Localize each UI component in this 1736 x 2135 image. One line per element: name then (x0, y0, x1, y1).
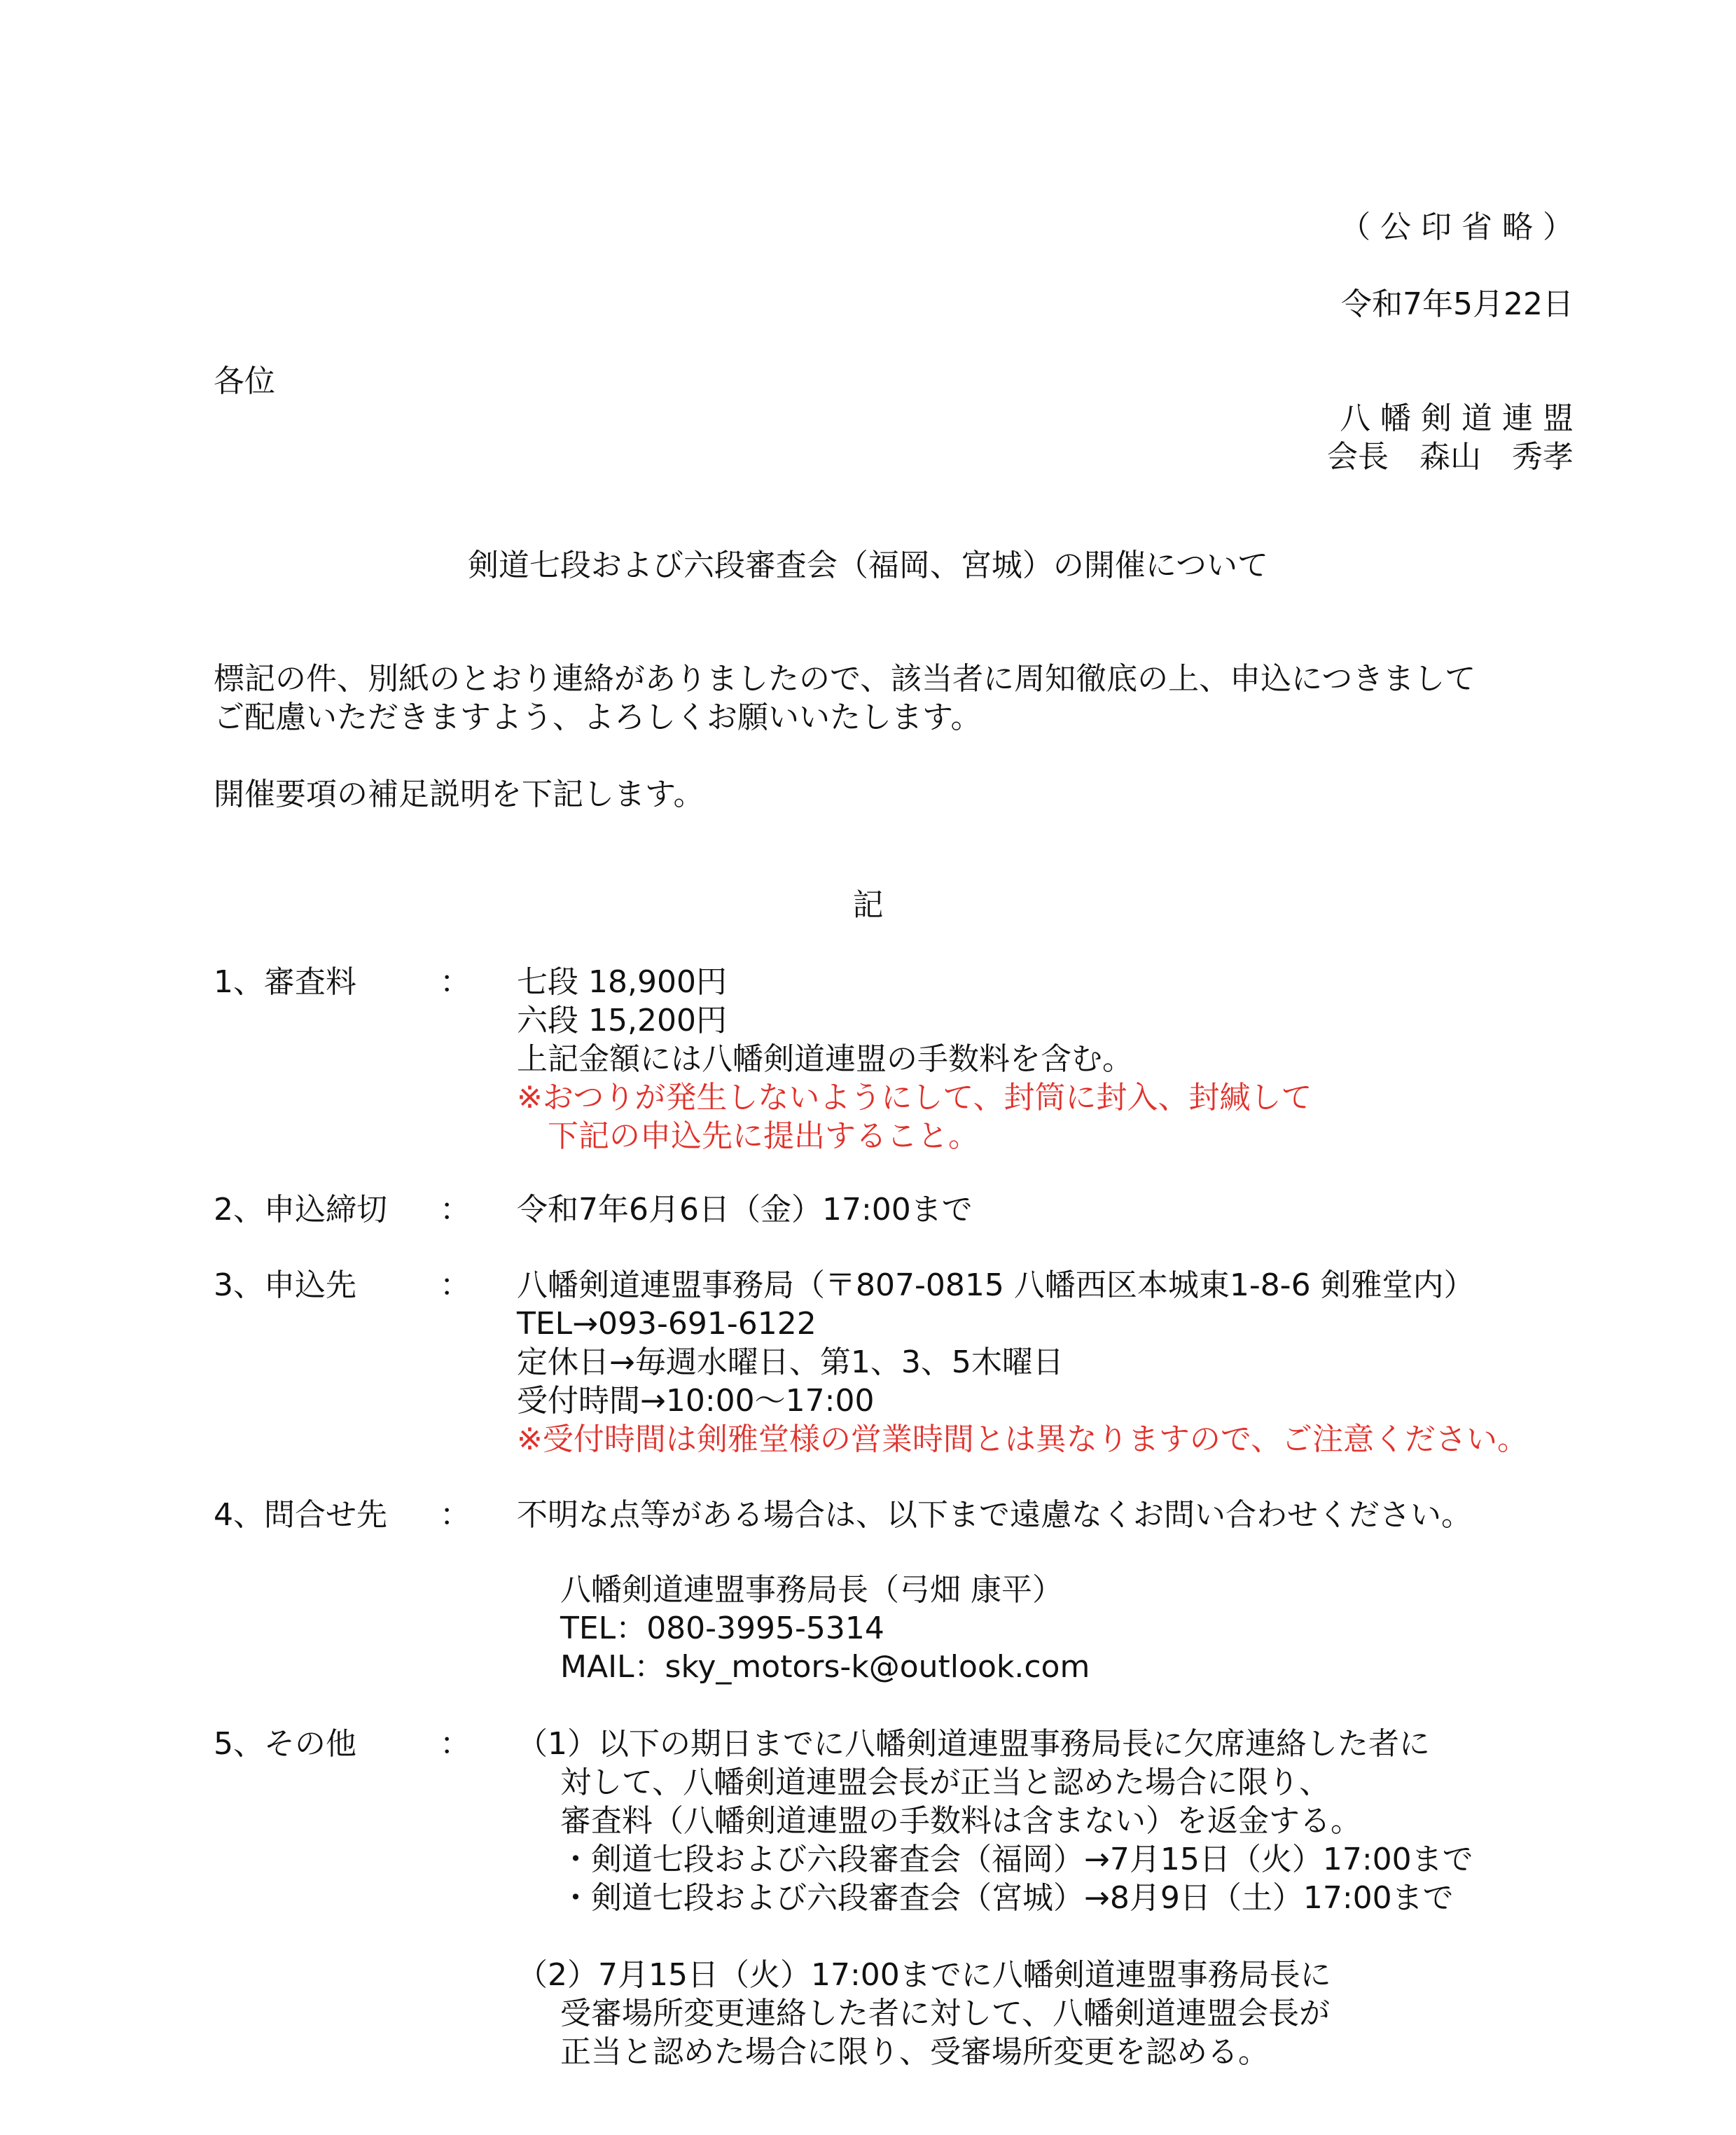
seal-omitted-note: （ 公 印 省 略 ） (1340, 209, 1574, 245)
item-colon: ： (440, 1726, 471, 1762)
document-date: 令和7年5月22日 (1341, 286, 1574, 322)
other-para2-line-3: 正当と認めた場合に限り、受審場所変更を認める。 (560, 2034, 1269, 2070)
other-para1-line-3: 審査料（八幡剣道連盟の手数料は含まない）を返金する。 (560, 1803, 1361, 1839)
office-address: 八幡剣道連盟事務局（〒807-0815 八幡西区本城東1-8-6 剣雅堂内） (517, 1267, 1475, 1303)
other-para2-line-2: 受審場所変更連絡した者に対して、八幡剣道連盟会長が (560, 1996, 1331, 2031)
item-colon: ： (440, 1192, 471, 1228)
fee-note: 上記金額には八幡剣道連盟の手数料を含む。 (517, 1041, 1133, 1077)
item-colon: ： (440, 1267, 471, 1303)
fee-7dan: 七段 18,900円 (517, 964, 727, 1000)
item-label-contact: 4、問合せ先 (214, 1497, 387, 1533)
fee-warning-2: 下記の申込先に提出すること。 (517, 1118, 979, 1154)
addressee: 各位 (214, 363, 275, 399)
supplement-note: 開催要項の補足説明を下記します。 (214, 777, 704, 812)
item-label-deadline: 2、申込締切 (214, 1192, 387, 1228)
sender-name: 会長 森山 秀孝 (1327, 439, 1574, 475)
other-refund-fukuoka: ・剣道七段および六段審査会（福岡）→7月15日（火）17:00まで (560, 1842, 1473, 1877)
office-tel: TEL→093-691-6122 (517, 1306, 817, 1342)
intro-line-2: ご配慮いただきますよう、よろしくお願いいたします。 (214, 700, 982, 735)
deadline-text: 令和7年6月6日（金）17:00まで (517, 1192, 973, 1228)
fee-warning-1: ※おつりが発生しないようにして、封筒に封入、封緘して (517, 1080, 1312, 1115)
intro-line-1: 標記の件、別紙のとおり連絡がありましたので、該当者に周知徹底の上、申込につきまして (214, 661, 1476, 697)
document-title: 剣道七段および六段審査会（福岡、宮城）の開催について (467, 548, 1269, 583)
contact-mail: MAIL：sky_motors-k@outlook.com (560, 1649, 1090, 1685)
contact-intro: 不明な点等がある場合は、以下まで遠慮なくお問い合わせください。 (517, 1497, 1472, 1533)
other-refund-miyagi: ・剣道七段および六段審査会（宮城）→8月9日（土）17:00まで (560, 1880, 1454, 1916)
other-para2-line-1: （2）7月15日（火）17:00までに八幡剣道連盟事務局長に (517, 1957, 1331, 1993)
item-label-other: 5、その他 (214, 1726, 356, 1762)
office-hours-warning: ※受付時間は剣雅堂様の営業時間とは異なりますので、ご注意ください。 (517, 1421, 1528, 1457)
fee-6dan: 六段 15,200円 (517, 1003, 727, 1038)
item-colon: ： (440, 964, 471, 1000)
ki-heading: 記 (852, 887, 884, 923)
item-label-submit-to: 3、申込先 (214, 1267, 356, 1303)
sender-organization: 八 幡 剣 道 連 盟 (1340, 401, 1574, 436)
item-label-fee: 1、審査料 (214, 964, 356, 1000)
contact-tel: TEL：080-3995-5314 (560, 1611, 884, 1646)
office-holidays: 定休日→毎週水曜日、第1、3、5木曜日 (517, 1344, 1064, 1380)
other-para1-line-1: （1）以下の期日までに八幡剣道連盟事務局長に欠席連絡した者に (517, 1726, 1430, 1762)
item-colon: ： (440, 1497, 471, 1533)
office-hours: 受付時間→10:00～17:00 (517, 1383, 875, 1419)
other-para1-line-2: 対して、八幡剣道連盟会長が正当と認めた場合に限り、 (560, 1765, 1331, 1800)
contact-person: 八幡剣道連盟事務局長（弓畑 康平） (560, 1572, 1063, 1608)
